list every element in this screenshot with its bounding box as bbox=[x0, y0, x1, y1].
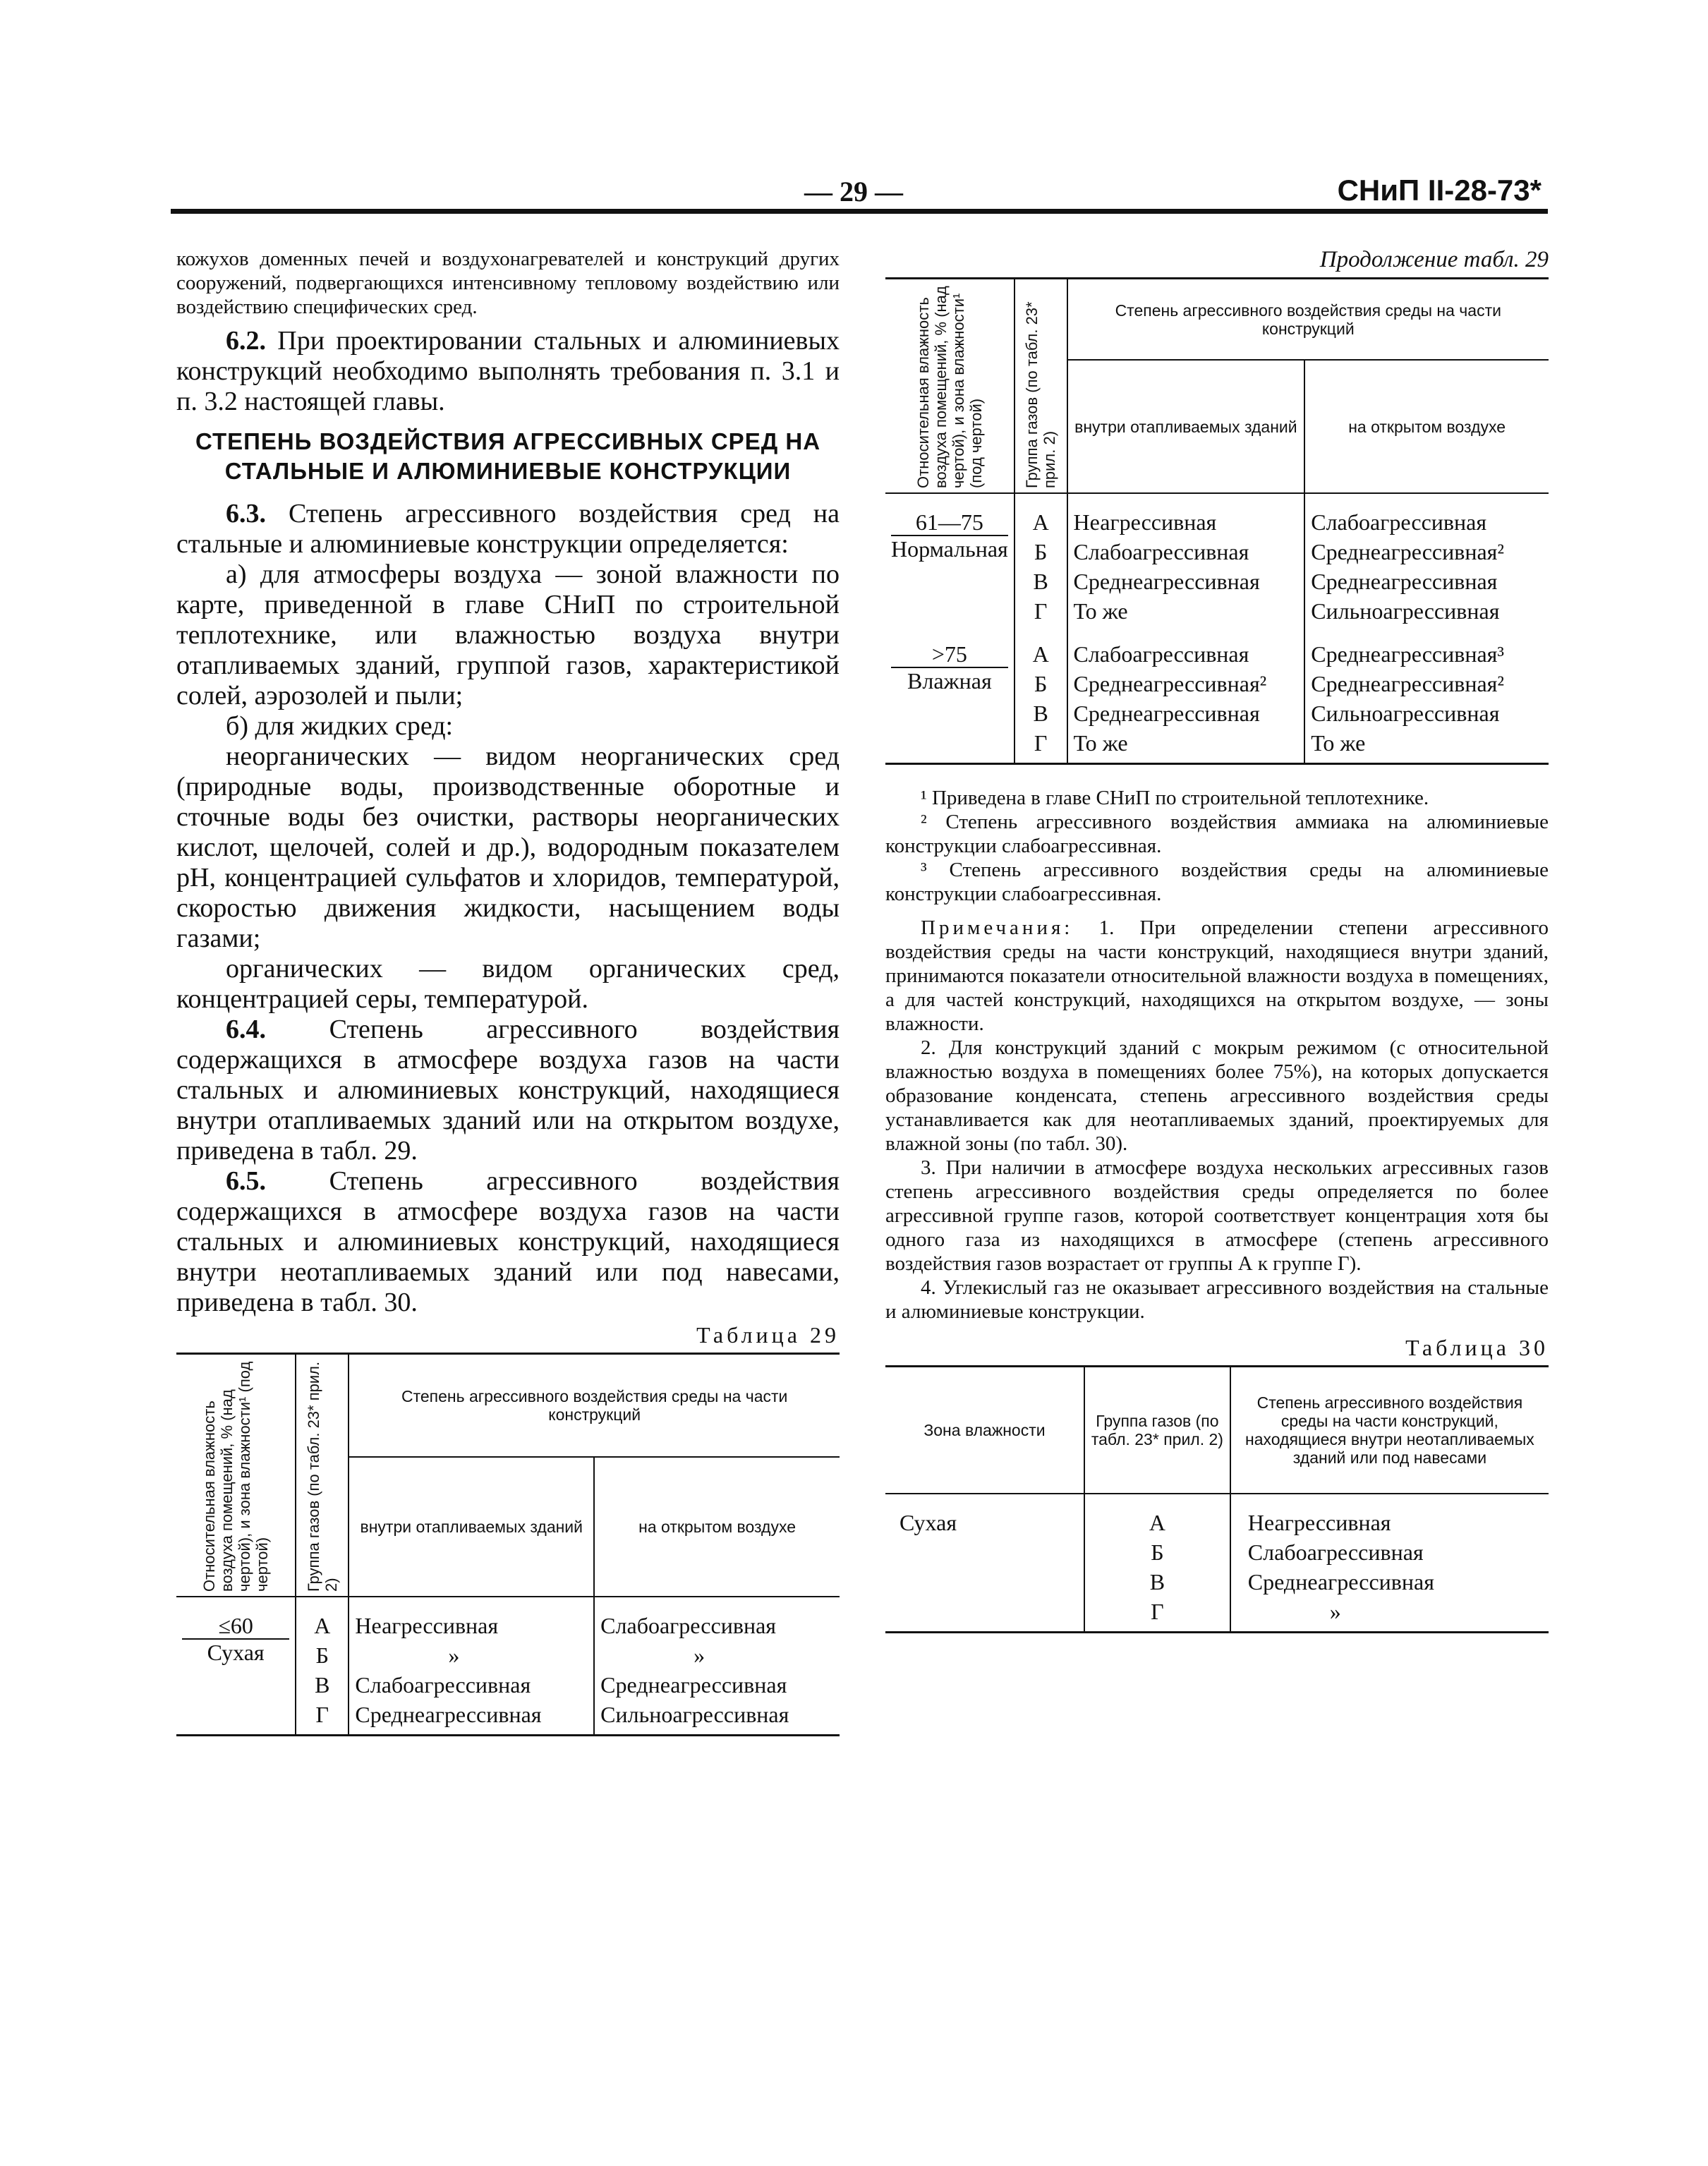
inside-degree: То же bbox=[1067, 596, 1305, 626]
humidity-value: >75 bbox=[891, 641, 1008, 668]
humidity-zone: Нормальная bbox=[891, 536, 1008, 562]
inside-degree: » bbox=[349, 1640, 594, 1670]
table-29-continuation-caption: Продолжение табл. 29 bbox=[1319, 247, 1549, 272]
gas-group: Б bbox=[1014, 537, 1067, 567]
clause-6-3-b2: органических — видом органических сред, концентрацией серы, температурой. bbox=[176, 954, 840, 1014]
note-4: 4. Углекислый газ не оказывает агрессивного воздействия на стальные и алюминиевые конструкции. bbox=[885, 1276, 1549, 1323]
section-heading: СТЕПЕНЬ ВОЗДЕЙСТВИЯ АГРЕССИВНЫХ СРЕД НА СТАЛЬНЫЕ И АЛЮМИНИЕВЫЕ КОНСТРУКЦИИ bbox=[195, 428, 821, 484]
clause-text: Степень агрессивного воздействия содержащихся в атмосфере воздуха газов на части стальных и алюминиевых конструкций, находящиеся внутри отапливаемых зданий или на открытом воздухе, приведена в табл. 29. bbox=[176, 1015, 840, 1166]
footnote: ³ Степень агрессивного воздействия среды на алюминиевые конструкции слабоагрессивная. bbox=[885, 859, 1549, 905]
note-1 bbox=[885, 916, 1549, 1036]
notes-label: Примечания: bbox=[921, 916, 1074, 939]
humidity-value: 61—75 bbox=[891, 509, 1008, 536]
document-code: СНиП II-28-73* bbox=[1337, 174, 1542, 207]
humidity-zone: Сухая bbox=[207, 1640, 265, 1665]
header-degree: Степень агрессивного воздействия среды на части конструкций, находящиеся внутри неотапливаемых зданий или под навесами bbox=[1230, 1367, 1549, 1494]
clause-number: 6.2. bbox=[226, 326, 266, 356]
degree: Среднеагрессивная bbox=[1230, 1567, 1549, 1597]
intro-text: кожухов доменных печей и воздухонагревателей и конструкций других сооружений, подвергающихся интенсивному тепловому воздействию или воздействию специфических сред. bbox=[176, 248, 840, 318]
gas-group: А bbox=[296, 1597, 349, 1640]
clause-text: Степень агрессивного воздействия содержащихся в атмосфере воздуха газов на части стальных и алюминиевых конструкций, находящиеся внутри неотапливаемых зданий или под навесами, приведена в табл. 30. bbox=[176, 1166, 840, 1317]
gas-group: В bbox=[1014, 698, 1067, 728]
header-gas-group: Группа газов (по табл. 23* прил. 2) bbox=[1014, 279, 1067, 494]
inside-degree: Неагрессивная bbox=[349, 1597, 594, 1640]
gas-group: Г bbox=[1084, 1597, 1230, 1633]
footnote: ¹ Приведена в главе СНиП по строительной теплотехнике. bbox=[921, 787, 1429, 809]
outside-degree: » bbox=[594, 1640, 840, 1670]
gas-group: А bbox=[1084, 1494, 1230, 1537]
gas-group: Б bbox=[1014, 669, 1067, 698]
degree: Неагрессивная bbox=[1230, 1494, 1549, 1537]
outside-degree: Сильноагрессивная bbox=[594, 1700, 840, 1736]
inside-degree: Слабоагрессивная bbox=[349, 1670, 594, 1700]
clause-6-5 bbox=[176, 1166, 840, 1318]
table-30-caption: Таблица 30 bbox=[1405, 1335, 1549, 1360]
inside-degree: Неагрессивная bbox=[1067, 493, 1305, 537]
degree: Слабоагрессивная bbox=[1230, 1537, 1549, 1567]
header-humidity: Относительная влажность воздуха помещений, % (над чертой), и зона влажности¹ (под чертой) bbox=[176, 1354, 296, 1597]
gas-group: А bbox=[1014, 626, 1067, 669]
gas-group: В bbox=[1084, 1567, 1230, 1597]
gas-group: В bbox=[296, 1670, 349, 1700]
clause-6-3-b: б) для жидких сред: bbox=[226, 711, 454, 741]
inside-degree: Среднеагрессивная bbox=[1067, 567, 1305, 596]
humidity-cell bbox=[885, 626, 1014, 764]
degree: » bbox=[1230, 1597, 1549, 1633]
outside-degree: Слабоагрессивная bbox=[594, 1597, 840, 1640]
header-gas-group: Группа газов (по табл. 23* прил. 2) bbox=[1084, 1367, 1230, 1494]
inside-degree: Среднеагрессивная bbox=[1067, 698, 1305, 728]
zone-cell: Сухая bbox=[885, 1494, 1084, 1633]
left-column bbox=[176, 247, 840, 1736]
table-29-caption: Таблица 29 bbox=[696, 1322, 840, 1348]
outside-degree: Среднеагрессивная² bbox=[1304, 669, 1549, 698]
humidity-zone: Влажная bbox=[907, 668, 992, 694]
note-text: 1. При определении степени агрессивного воздействия среды на части конструкций, находящиеся внутри зданий, принимаются показатели относительной влажности воздуха в помещениях, а для частей конструкций, находящихся на открытом воздухе, — зоны влажности. bbox=[885, 916, 1549, 1035]
table-29-part-1 bbox=[176, 1353, 840, 1736]
outside-degree: Слабоагрессивная bbox=[1304, 493, 1549, 537]
outside-degree: Среднеагрессивная bbox=[594, 1670, 840, 1700]
clause-text: При проектировании стальных и алюминиевых конструкций необходимо выполнять требования п. 3.1 и п. 3.2 настоящей главы. bbox=[176, 326, 840, 416]
header-degree: Степень агрессивного воздействия среды на части конструкций bbox=[1067, 279, 1549, 361]
humidity-value: ≤60 bbox=[182, 1613, 289, 1640]
header-humidity: Относительная влажность воздуха помещений, % (над чертой), и зона влажности¹ (под чертой) bbox=[885, 279, 1014, 494]
gas-group: Г bbox=[296, 1700, 349, 1736]
outside-degree: То же bbox=[1304, 728, 1549, 764]
header-outside: на открытом воздухе bbox=[594, 1457, 840, 1597]
footnote: ² Степень агрессивного воздействия аммиака на алюминиевые конструкции слабоагрессивная. bbox=[885, 811, 1549, 857]
clause-6-3-a: а) для атмосферы воздуха — зоной влажности по карте, приведенной в главе СНиП по строительной теплотехнике, или влажностью воздуха внутри отапливаемых зданий, группой газов, характеристикой солей, аэрозолей и пыли; bbox=[176, 559, 840, 710]
clause-6-3-b1: неорганических — видом неорганических сред (природные воды, производственные оборотные и сточные воды без очистки, растворы неорганических кислот, щелочей, солей и др.), водородным показателем pH, концентрацией сульфатов и хлоридов, температурой, скоростью движения жидкости, насыщением воды газами; bbox=[176, 742, 840, 953]
outside-degree: Сильноагрессивная bbox=[1304, 596, 1549, 626]
outside-degree: Среднеагрессивная³ bbox=[1304, 626, 1549, 669]
table-29-part-2 bbox=[885, 277, 1549, 765]
outside-degree: Среднеагрессивная² bbox=[1304, 537, 1549, 567]
outside-degree: Среднеагрессивная bbox=[1304, 567, 1549, 596]
inside-degree: Слабоагрессивная bbox=[1067, 537, 1305, 567]
inside-degree: Слабоагрессивная bbox=[1067, 626, 1305, 669]
clause-6-4 bbox=[176, 1015, 840, 1166]
header-rule bbox=[171, 209, 1548, 214]
header-gas-group: Группа газов (по табл. 23* прил. 2) bbox=[296, 1354, 349, 1597]
clause-6-2 bbox=[176, 326, 840, 417]
clause-6-3 bbox=[176, 499, 840, 559]
outside-degree: Сильноагрессивная bbox=[1304, 698, 1549, 728]
table-30 bbox=[885, 1365, 1549, 1633]
page-number: — 29 — bbox=[804, 176, 903, 207]
gas-group: Б bbox=[1084, 1537, 1230, 1567]
header-inside: внутри отапливаемых зданий bbox=[1067, 360, 1305, 493]
clause-number: 6.3. bbox=[226, 499, 266, 528]
note-2: 2. Для конструкций зданий с мокрым режимом (с относительной влажностью воздуха в помещениях более 75%), на которых допускается образование конденсата, степень агрессивного воздействия среды устанавливается как для неотапливаемых зданий, проектируемых для влажной зоны (по табл. 30). bbox=[885, 1036, 1549, 1155]
inside-degree: То же bbox=[1067, 728, 1305, 764]
table-29-notes bbox=[885, 916, 1549, 1324]
header-inside: внутри отапливаемых зданий bbox=[349, 1457, 594, 1597]
note-3: 3. При наличии в атмосфере воздуха нескольких агрессивных газов степень агрессивного воздействия среды определяется по более агрессивной группе газов, которой соответствует концентрация хотя бы одного газа из находящихся в атмосфере (степень агрессивного воздействия газов возрастает от группы А к группе Г). bbox=[885, 1156, 1549, 1275]
gas-group: В bbox=[1014, 567, 1067, 596]
humidity-cell bbox=[176, 1597, 296, 1736]
clause-number: 6.5. bbox=[226, 1166, 266, 1196]
clause-number: 6.4. bbox=[226, 1015, 266, 1044]
gas-group: Б bbox=[296, 1640, 349, 1670]
gas-group: А bbox=[1014, 493, 1067, 537]
inside-degree: Среднеагрессивная² bbox=[1067, 669, 1305, 698]
right-column bbox=[885, 247, 1549, 1633]
header-zone: Зона влажности bbox=[885, 1367, 1084, 1494]
inside-degree: Среднеагрессивная bbox=[349, 1700, 594, 1736]
table-29-footnotes bbox=[885, 786, 1549, 906]
header-degree: Степень агрессивного воздействия среды на части конструкций bbox=[349, 1354, 840, 1457]
gas-group: Г bbox=[1014, 596, 1067, 626]
gas-group: Г bbox=[1014, 728, 1067, 764]
clause-text: Степень агрессивного воздействия сред на стальные и алюминиевые конструкции определяется: bbox=[176, 499, 840, 559]
humidity-cell bbox=[885, 493, 1014, 626]
header-outside: на открытом воздухе bbox=[1304, 360, 1549, 493]
